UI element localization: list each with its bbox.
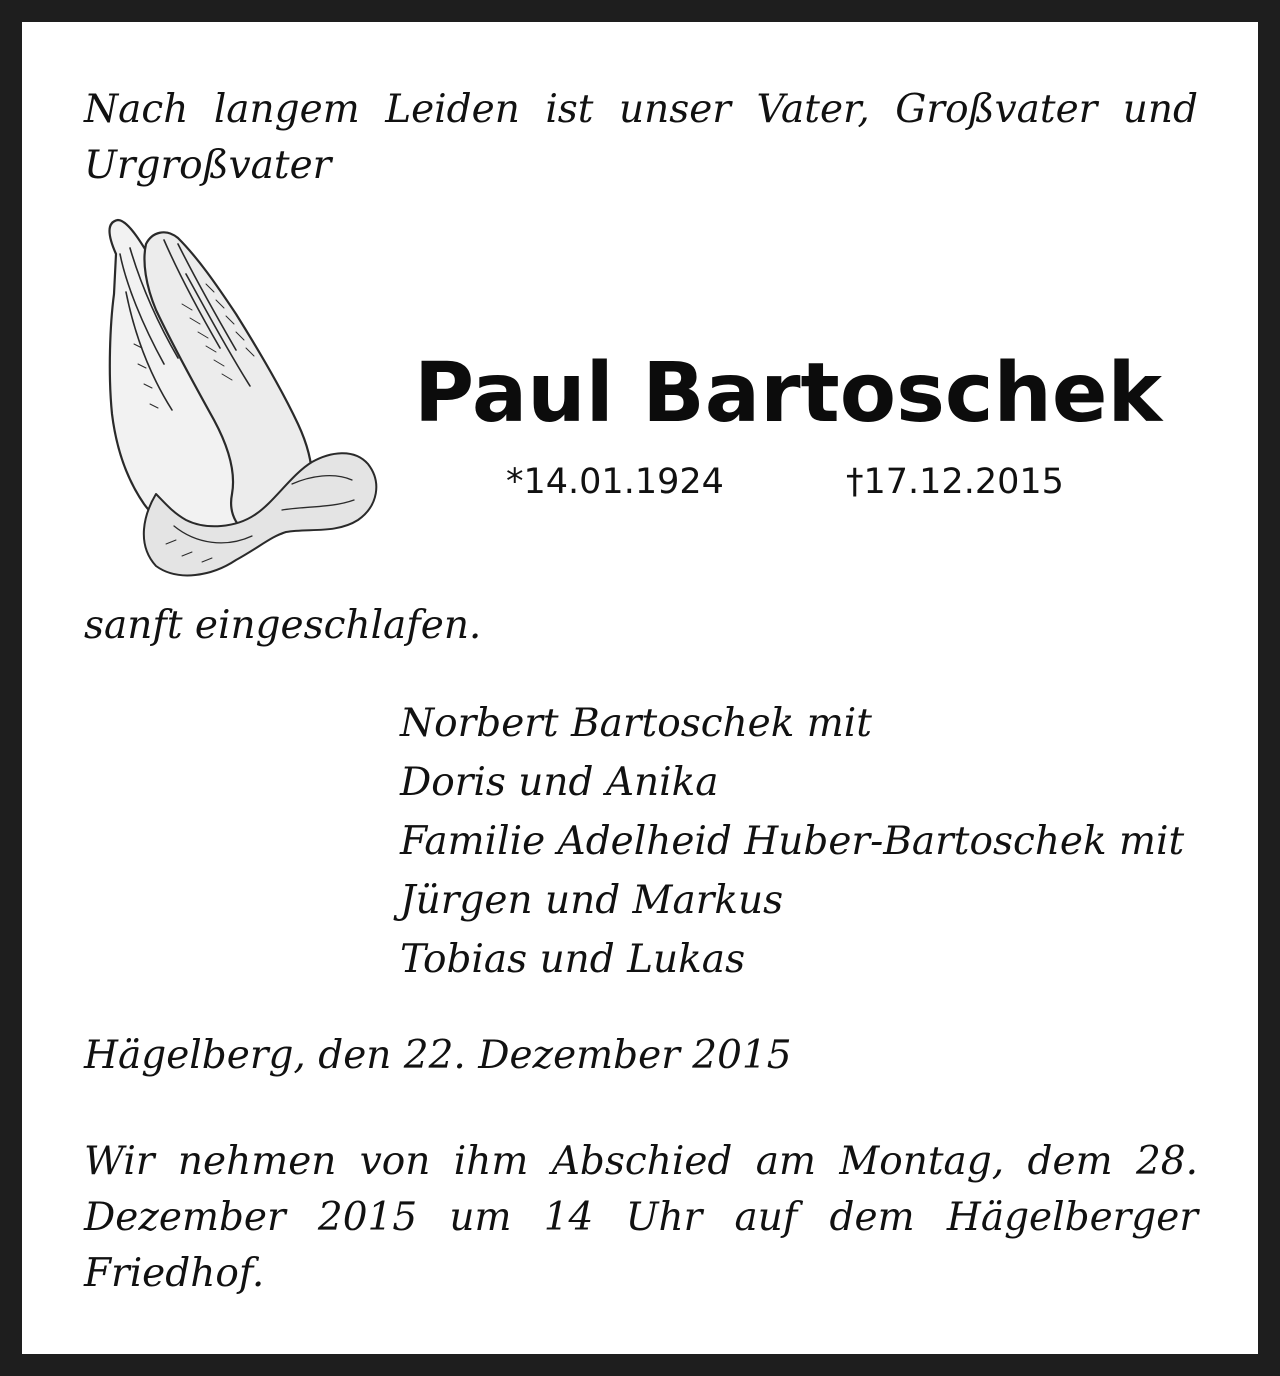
intro-text: Nach langem Leiden ist unser Vater, Großvater und Urgroßvater	[84, 87, 1198, 188]
family-list	[400, 694, 1184, 989]
praying-hands-icon	[86, 214, 386, 584]
farewell-text: Wir nehmen von ihm Abschied am Montag, dem 28. Dezember 2015 um 14 Uhr auf dem Hägelberger Friedhof.	[84, 1139, 1198, 1296]
birth-date: *14.01.1924	[506, 462, 724, 502]
family-line: Familie Adelheid Huber-Bartoschek mit	[400, 819, 1185, 864]
family-line: Tobias und Lukas	[400, 937, 746, 982]
family-line: Norbert Bartoschek mit	[400, 701, 872, 746]
family-line: Jürgen und Markus	[400, 878, 784, 923]
place-and-date: Hägelberg, den 22. Dezember 2015	[84, 1033, 792, 1078]
deceased-name: Paul Bartoschek	[414, 346, 1163, 441]
family-line: Doris und Anika	[400, 760, 719, 805]
obituary-notice	[22, 22, 1258, 1354]
death-date: †17.12.2015	[846, 462, 1064, 502]
closing-text: sanft eingeschlafen.	[84, 603, 482, 648]
